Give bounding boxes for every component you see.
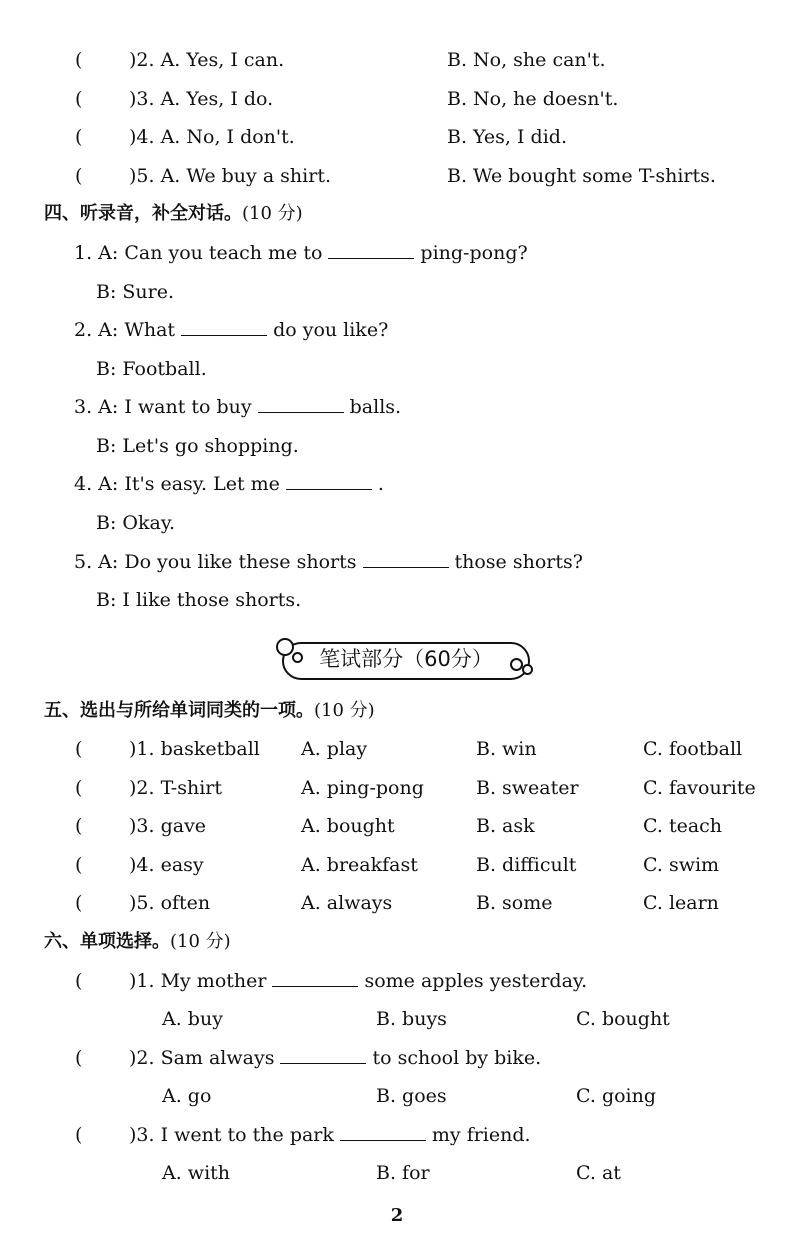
question-text: ping-pong? xyxy=(420,242,528,264)
written-part-banner xyxy=(274,638,536,678)
question-text: my friend. xyxy=(431,1124,531,1146)
question-text: 4. A: It's easy. Let me xyxy=(74,473,280,495)
answer-blank[interactable] xyxy=(280,1043,366,1064)
section-points: (10 分) xyxy=(170,931,231,952)
question-text: )2. Sam always xyxy=(129,1047,275,1069)
option-a: A. bought xyxy=(301,815,395,837)
question-text: 5. A: Do you like these shorts xyxy=(74,551,357,573)
answer-blank[interactable] xyxy=(340,1120,426,1141)
section-points: (10 分) xyxy=(314,700,375,721)
option-b: B. for xyxy=(376,1162,430,1184)
answer-blank[interactable] xyxy=(181,315,267,336)
answer-paren: ( xyxy=(75,892,83,914)
option-b: B. win xyxy=(476,738,537,760)
response-text: B: Let's go shopping. xyxy=(96,435,299,457)
option-a: A. always xyxy=(301,892,393,914)
given-word: )4. easy xyxy=(129,854,204,876)
answer-paren: ( xyxy=(75,49,83,71)
answer-blank[interactable] xyxy=(272,966,358,987)
section-points: (10 分) xyxy=(242,203,303,224)
answer-paren: ( xyxy=(75,88,83,110)
question-text: some apples yesterday. xyxy=(364,970,588,992)
question-text: )3. I went to the park xyxy=(129,1124,334,1146)
answer-blank[interactable] xyxy=(328,238,414,259)
option-a: )5. A. We buy a shirt. xyxy=(129,165,332,187)
answer-blank[interactable] xyxy=(286,469,372,490)
option-c: C. football xyxy=(643,738,743,760)
answer-paren: ( xyxy=(75,970,83,992)
option-b: B. ask xyxy=(476,815,535,837)
question-text: do you like? xyxy=(273,319,389,341)
banner-label: 笔试部分（60分） xyxy=(319,647,493,671)
question-text: . xyxy=(377,473,384,495)
option-b: B. No, she can't. xyxy=(447,49,606,71)
question-text: )1. My mother xyxy=(129,970,267,992)
question-text: those shorts? xyxy=(454,551,583,573)
option-b: B. No, he doesn't. xyxy=(447,88,619,110)
page-number: 2 xyxy=(390,1205,404,1226)
question-text: to school by bike. xyxy=(372,1047,542,1069)
answer-blank[interactable] xyxy=(363,547,449,568)
response-text: B: Football. xyxy=(96,358,207,380)
option-a: A. go xyxy=(162,1085,212,1107)
answer-paren: ( xyxy=(75,1047,83,1069)
question-text: balls. xyxy=(349,396,402,418)
option-c: C. teach xyxy=(643,815,723,837)
response-text: B: Okay. xyxy=(96,512,176,534)
section-title: 五、选出与所给单词同类的一项。 xyxy=(44,700,314,721)
given-word: )2. T-shirt xyxy=(129,777,223,799)
option-b: B. We bought some T-shirts. xyxy=(447,165,716,187)
section-title: 六、单项选择。 xyxy=(44,931,170,952)
section-title: 四、听录音，补全对话。 xyxy=(44,203,242,224)
answer-blank[interactable] xyxy=(258,392,344,413)
section-heading xyxy=(44,927,231,957)
response-text: B: Sure. xyxy=(96,281,175,303)
option-c: C. at xyxy=(576,1162,621,1184)
answer-paren: ( xyxy=(75,1124,83,1146)
response-text: B: I like those shorts. xyxy=(96,589,302,611)
option-b: B. buys xyxy=(376,1008,447,1030)
answer-paren: ( xyxy=(75,815,83,837)
question-text: 3. A: I want to buy xyxy=(74,396,252,418)
option-b: B. sweater xyxy=(476,777,579,799)
option-a: A. buy xyxy=(162,1008,223,1030)
option-c: C. swim xyxy=(643,854,720,876)
option-c: C. bought xyxy=(576,1008,670,1030)
given-word: )3. gave xyxy=(129,815,207,837)
given-word: )1. basketball xyxy=(129,738,260,760)
option-b: B. Yes, I did. xyxy=(447,126,567,148)
option-a: )2. A. Yes, I can. xyxy=(129,49,285,71)
option-c: C. learn xyxy=(643,892,719,914)
question-text: 1. A: Can you teach me to xyxy=(74,242,323,264)
answer-paren: ( xyxy=(75,738,83,760)
answer-paren: ( xyxy=(75,854,83,876)
answer-paren: ( xyxy=(75,126,83,148)
given-word: )5. often xyxy=(129,892,211,914)
question-text: 2. A: What xyxy=(74,319,176,341)
answer-paren: ( xyxy=(75,777,83,799)
section-heading xyxy=(44,696,375,726)
option-a: )4. A. No, I don't. xyxy=(129,126,295,148)
option-b: B. goes xyxy=(376,1085,447,1107)
option-a: A. play xyxy=(301,738,368,760)
option-b: B. some xyxy=(476,892,553,914)
option-a: A. breakfast xyxy=(301,854,418,876)
option-c: C. favourite xyxy=(643,777,756,799)
option-b: B. difficult xyxy=(476,854,577,876)
answer-paren: ( xyxy=(75,165,83,187)
option-a: A. ping-pong xyxy=(301,777,424,799)
option-c: C. going xyxy=(576,1085,657,1107)
section-heading xyxy=(44,199,303,229)
option-a: A. with xyxy=(162,1162,231,1184)
option-a: )3. A. Yes, I do. xyxy=(129,88,274,110)
